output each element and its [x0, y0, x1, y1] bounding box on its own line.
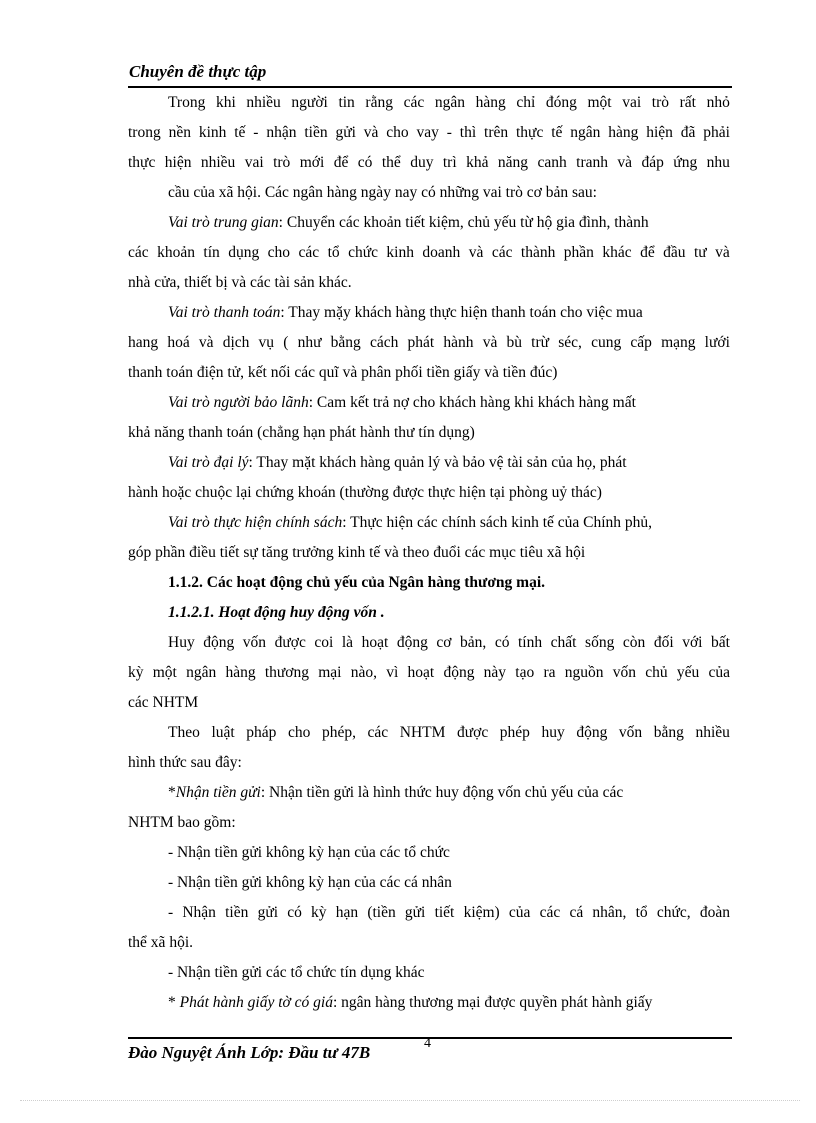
word: cho	[287, 724, 311, 741]
word: và	[715, 244, 730, 261]
word: nhân,	[592, 904, 627, 921]
word: thương	[264, 664, 309, 681]
word: pháp	[246, 724, 277, 741]
word: các	[491, 244, 513, 261]
word: các	[367, 724, 389, 741]
word: -	[446, 124, 452, 141]
section-heading: 1.1.2. Các hoạt động chủ yếu của Ngân hàng thương mại.	[168, 574, 546, 591]
word: kinh	[386, 244, 414, 261]
word: đóng	[545, 94, 577, 111]
bullet-prefix: *	[168, 994, 180, 1011]
page-header	[128, 60, 732, 88]
word: -	[253, 124, 259, 141]
text-line	[128, 118, 730, 148]
word: vốn	[242, 634, 267, 651]
word: này	[483, 664, 507, 681]
role-label: Vai trò đại lý	[168, 454, 249, 471]
word: các	[298, 244, 320, 261]
word: cá	[569, 904, 584, 921]
role-payment	[128, 298, 730, 388]
word: hành	[443, 334, 474, 351]
word: động	[396, 634, 428, 651]
word: mạng	[661, 334, 696, 351]
text-line: góp phần điều tiết sự tăng trưởng kinh tế và theo đuổi các mục tiêu xã hội	[128, 544, 586, 561]
text-line	[128, 448, 730, 478]
list-item: - Nhận tiền gửi không kỳ hạn của các tổ chức	[168, 844, 450, 861]
word: vốn	[618, 724, 643, 741]
word: tư	[693, 244, 707, 261]
word: có	[287, 904, 302, 921]
list-item	[128, 898, 730, 958]
word: ra	[543, 664, 556, 681]
word: khoản	[157, 244, 195, 261]
text-line	[128, 628, 730, 658]
word: luật	[211, 724, 235, 741]
intro-paragraph	[128, 88, 730, 208]
word: một	[152, 664, 177, 681]
word: động	[203, 634, 235, 651]
word: nào,	[350, 664, 377, 681]
text-line: thanh toán điện tử, kết nối các quĩ và phân phối tiền giấy và tiền đúc)	[128, 364, 558, 381]
word: yếu	[676, 664, 700, 681]
word: của	[708, 664, 730, 681]
word: séc,	[558, 334, 582, 351]
word: dịch	[222, 334, 250, 351]
role-text: : Thay mặy khách hàng thực hiện thanh toán cho việc mua	[280, 304, 643, 321]
word: vốn	[612, 664, 636, 681]
text-line: NHTM bao gồm:	[128, 814, 236, 831]
word: tin	[338, 94, 355, 111]
role-guarantor	[128, 388, 730, 448]
word: phải	[703, 124, 730, 141]
text-line: cầu của xã hội. Các ngân hàng ngày nay có những vai trò cơ bản sau:	[168, 184, 597, 201]
word: người	[291, 94, 328, 111]
word: đầu	[663, 244, 686, 261]
word: động	[443, 664, 475, 681]
word: kỳ	[128, 664, 144, 681]
text-line	[128, 88, 730, 118]
role-text: : Cam kết trả nợ cho khách hàng khi khách hàng mất	[308, 394, 636, 411]
word: trong	[128, 124, 161, 141]
word: trên	[484, 124, 509, 141]
text-line: nhà cửa, thiết bị và các tài sản khác.	[128, 274, 352, 291]
word: hàng	[475, 94, 506, 111]
word: trừ	[531, 334, 550, 351]
word: và	[482, 334, 498, 351]
word: động	[576, 724, 608, 741]
word: NHTM	[399, 724, 446, 741]
text-line	[128, 298, 730, 328]
word: phép	[499, 724, 530, 741]
word: khi	[215, 94, 236, 111]
word: ngân	[434, 94, 465, 111]
word: nhu	[706, 154, 730, 171]
subsection-heading: 1.1.2.1. Hoạt động huy động vốn .	[168, 604, 385, 621]
footer-author: Đào Nguyệt Ánh Lớp: Đầu tư 47B	[128, 1043, 371, 1062]
word: cho	[267, 244, 291, 261]
word: gửi	[257, 904, 279, 921]
word: kinh	[198, 124, 227, 141]
word: tiết	[434, 904, 455, 921]
word: Trong	[168, 94, 206, 111]
word: (tiền	[367, 904, 396, 921]
word: ngân	[186, 664, 217, 681]
text-line	[128, 718, 730, 748]
document-body	[128, 88, 730, 1018]
word: cách	[369, 334, 399, 351]
word: hàng	[225, 664, 256, 681]
word: hoá	[167, 334, 190, 351]
word: thực	[128, 154, 156, 171]
word: bất	[711, 634, 730, 651]
list-item: - Nhận tiền gửi các tổ chức tín dụng khác	[168, 964, 425, 981]
word: tổ	[635, 904, 648, 921]
word: Theo	[168, 724, 200, 741]
word: kiệm)	[463, 904, 500, 921]
word: gửi	[404, 904, 426, 921]
text-line	[128, 328, 730, 358]
word: bản,	[460, 634, 487, 651]
word: vì	[386, 664, 399, 681]
header-title: Chuyên đề thực tập	[129, 62, 267, 81]
text-line: các NHTM	[128, 694, 199, 711]
word: hiện	[164, 154, 192, 171]
word: tạo	[515, 664, 535, 681]
text-line	[128, 508, 730, 538]
role-label: Vai trò trung gian	[168, 214, 279, 231]
word: có	[494, 634, 510, 651]
word: tế	[234, 124, 246, 141]
text-line: hành hoặc chuộc lại chứng khoán (thường được thực hiện tại phòng uỷ thác)	[128, 484, 602, 501]
word: thì	[459, 124, 477, 141]
word: trì	[442, 154, 457, 171]
word: thành	[520, 244, 556, 261]
word: bằng	[330, 334, 361, 351]
word: thể	[381, 154, 401, 171]
role-text: : Thay mặt khách hàng quản lý và bảo vệ tài sản của họ, phát	[248, 454, 627, 471]
word: cung	[591, 334, 622, 351]
word: mới	[299, 154, 325, 171]
text-line	[128, 658, 730, 688]
word: kỳ	[311, 904, 327, 921]
word: đối	[653, 634, 674, 651]
word: ứng	[673, 154, 698, 171]
word: nhiều	[200, 154, 236, 171]
word: chất	[550, 634, 577, 651]
text-line	[128, 208, 730, 238]
word: hoạt	[407, 664, 435, 681]
word: hàng	[608, 124, 639, 141]
word: chức,	[656, 904, 691, 921]
word: nhỏ	[706, 94, 730, 111]
role-label: Vai trò thực hiện chính sách	[168, 514, 343, 531]
word: phần	[563, 244, 594, 261]
word: năng	[497, 154, 529, 171]
word: khác	[602, 244, 632, 261]
text-line	[128, 238, 730, 268]
word: ngân	[570, 124, 601, 141]
word: các	[128, 244, 149, 261]
word: để	[640, 244, 655, 261]
word: tổ	[327, 244, 340, 261]
word: đáp	[641, 154, 664, 171]
word: coi	[314, 634, 334, 651]
word: hạn	[335, 904, 359, 921]
legal-paragraph	[128, 718, 730, 778]
page-number: 4	[424, 1036, 431, 1051]
word: cấp	[630, 334, 652, 351]
word: và	[468, 244, 484, 261]
word: nguồn	[564, 664, 604, 681]
word: Nhận	[182, 904, 216, 921]
word: dụng	[228, 244, 260, 261]
word: rằng	[365, 94, 393, 111]
word: các	[403, 94, 425, 111]
word: cơ	[436, 634, 452, 651]
page-boundary	[20, 1100, 800, 1101]
text-line	[128, 898, 730, 928]
word: Huy	[168, 634, 195, 651]
text-line: thể xã hội.	[128, 934, 193, 951]
word: của	[508, 904, 531, 921]
word: vay	[416, 124, 439, 141]
word: và	[363, 124, 379, 141]
deposit-paragraph	[128, 778, 730, 838]
word: canh	[537, 154, 567, 171]
word: -	[168, 904, 174, 921]
word: là	[341, 634, 354, 651]
word: một	[587, 94, 612, 111]
word: vai	[244, 154, 264, 171]
word: hoạt	[361, 634, 389, 651]
role-text: : Thực hiện các chính sách kinh tế của Chính phủ,	[342, 514, 653, 531]
text-line	[128, 388, 730, 418]
text-line	[128, 778, 730, 808]
word: cho	[386, 124, 409, 141]
word: tranh	[576, 154, 608, 171]
word: như	[297, 334, 322, 351]
word: doanh	[422, 244, 461, 261]
issuance-paragraph	[128, 988, 730, 1018]
word: được	[274, 634, 306, 651]
word: nhận	[266, 124, 297, 141]
word: phép,	[321, 724, 356, 741]
text-line	[128, 148, 730, 178]
word: để	[333, 154, 349, 171]
item-label: Nhận tiền gửi	[175, 784, 261, 801]
word: trò	[273, 154, 291, 171]
word: gửi	[335, 124, 356, 141]
word: còn	[622, 634, 646, 651]
word: chức	[348, 244, 378, 261]
word: chủ	[645, 664, 668, 681]
word: tín	[203, 244, 220, 261]
role-label: Vai trò thanh toán	[168, 304, 281, 321]
role-intermediary	[128, 208, 730, 298]
text-line: hình thức sau đây:	[128, 754, 242, 771]
mobilization-paragraph	[128, 628, 730, 718]
word: khả	[466, 154, 489, 171]
word: các	[539, 904, 561, 921]
list-item: - Nhận tiền gửi không kỳ hạn của các cá nhân	[168, 874, 452, 891]
word: đoàn	[699, 904, 730, 921]
word: đã	[680, 124, 696, 141]
word: hang	[128, 334, 159, 351]
word: lưới	[704, 334, 730, 351]
text-line: khả năng thanh toán (chẳng hạn phát hành thư tín dụng)	[128, 424, 475, 441]
word: được	[456, 724, 489, 741]
word: tế	[551, 124, 563, 141]
word: nhiều	[246, 94, 281, 111]
role-text: : Chuyển các khoản tiết kiệm, chủ yếu từ hộ gia đình, thành	[278, 214, 649, 231]
word: tiền	[225, 904, 249, 921]
item-text: : ngân hàng thương mại được quyền phát hành giấy	[332, 994, 653, 1011]
word: với	[682, 634, 703, 651]
word: sống	[585, 634, 615, 651]
word: và	[617, 154, 633, 171]
word: mại	[318, 664, 342, 681]
word: chỉ	[516, 94, 536, 111]
word: tiền	[304, 124, 328, 141]
word: và	[198, 334, 214, 351]
item-text: : Nhận tiền gửi là hình thức huy động vốn chủ yếu của các	[260, 784, 624, 801]
word: tính	[518, 634, 543, 651]
word: nền	[168, 124, 191, 141]
word: rất	[679, 94, 696, 111]
word: phát	[407, 334, 435, 351]
word: hiện	[646, 124, 673, 141]
word: bù	[506, 334, 522, 351]
word: vụ	[258, 334, 275, 351]
word: nhiều	[695, 724, 730, 741]
word: huy	[541, 724, 565, 741]
word: thực	[516, 124, 544, 141]
word: duy	[410, 154, 434, 171]
word: trò	[651, 94, 669, 111]
word: có	[357, 154, 373, 171]
role-agent	[128, 448, 730, 508]
word: (	[283, 334, 289, 351]
word: bằng	[653, 724, 684, 741]
item-label: Phát hành giấy tờ có giá	[179, 994, 333, 1011]
role-label: Vai trò người bảo lãnh	[168, 394, 309, 411]
word: vai	[622, 94, 642, 111]
bullet-prefix: *	[168, 784, 176, 801]
role-policy	[128, 508, 730, 568]
